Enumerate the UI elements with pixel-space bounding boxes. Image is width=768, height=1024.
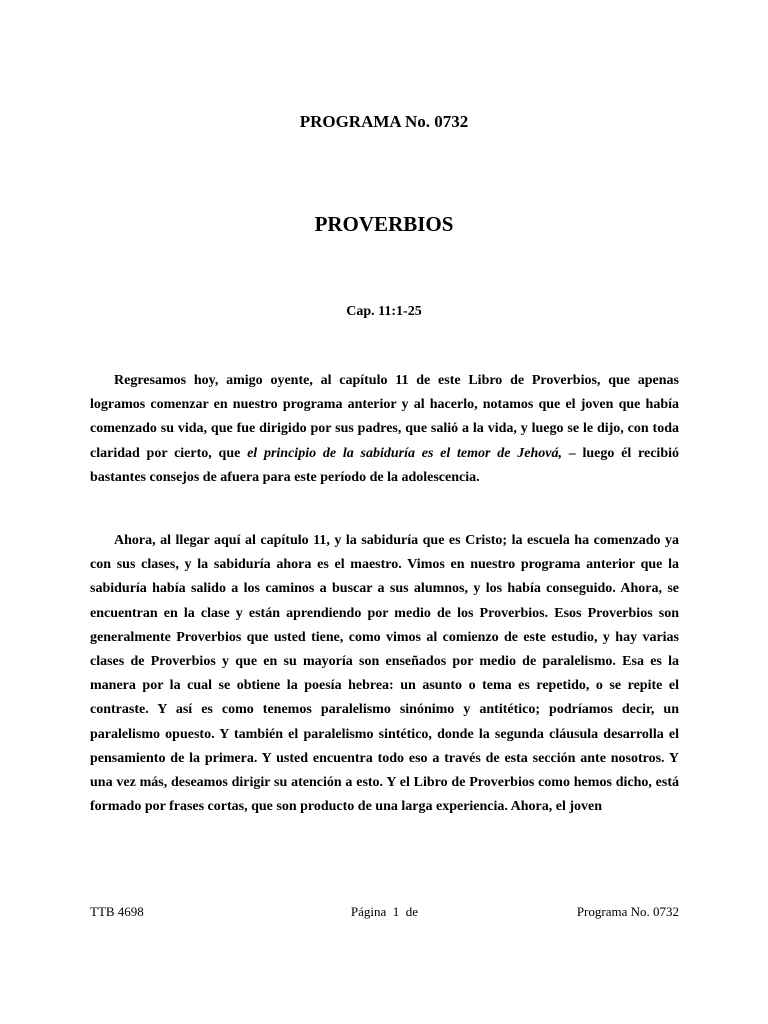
paragraph-1-text-end: – luego él recibió bastantes consejos de afuera para este período de la adolescencia. bbox=[90, 445, 680, 485]
footer-program-number: Programa No. 0732 bbox=[576, 904, 679, 919]
chapter-reference: Cap. 11:1-25 bbox=[346, 304, 422, 319]
page-footer bbox=[90, 904, 679, 924]
paragraph-1-quote: el principio de la sabiduría es el temor de Jehová, bbox=[247, 445, 562, 461]
paragraph-1-text-start: Regresamos hoy, amigo oyente, al capítulo 11 de este Libro de Proverbios, que apenas logramos comenzar en nuestro programa anterior y al hacerlo, notamos que el joven que había comenzado su vida, que fue dirigido por sus padres, que salió a la vida, y luego se le dijo, con toda claridad por cierto, que bbox=[90, 373, 679, 461]
body-paragraph-1 bbox=[90, 369, 679, 490]
footer-page-number: Página 1 de bbox=[350, 904, 419, 919]
book-title: PROVERBIOS bbox=[314, 212, 454, 236]
program-title: PROGRAMA No. 0732 bbox=[299, 112, 469, 131]
footer-document-code: TTB 4698 bbox=[90, 904, 144, 919]
body-paragraph-2: Ahora, al llegar aquí al capítulo 11, y la sabiduría que es Cristo; la escuela ha comenzado ya con sus clases, y la sabiduría ahora es el maestro. Vimos en nuestro programa anterior que la sabiduría había salido a los caminos a buscar a sus alumnos, y los había conseguido. Ahora, se encuentran en la clase y están aprendiendo por medio de los Proverbios. Esos Proverbios son generalmente Proverbios que usted tiene, como vimos al comienzo de este estudio, y hay varias clases de Proverbios y que en su mayoría son enseñados por medio de paralelismo. Esa es la manera por la cual se obtiene la poesía hebrea: un asunto o tema es repetido, o se repite el contraste. Y así es como tenemos paralelismo sinónimo y antitético; podríamos decir, un paralelismo opuesto. Y también el paralelismo sintético, donde la segunda cláusula desarrolla el pensamiento de la primera. Y usted encuentra todo eso a través de esta sección ante nosotros. Y una vez más, deseamos dirigir su atención a esto. Y el Libro de Proverbios como hemos dicho, está formado por frases cortas, que son producto de una larga experiencia. Ahora, el joven bbox=[90, 533, 679, 815]
